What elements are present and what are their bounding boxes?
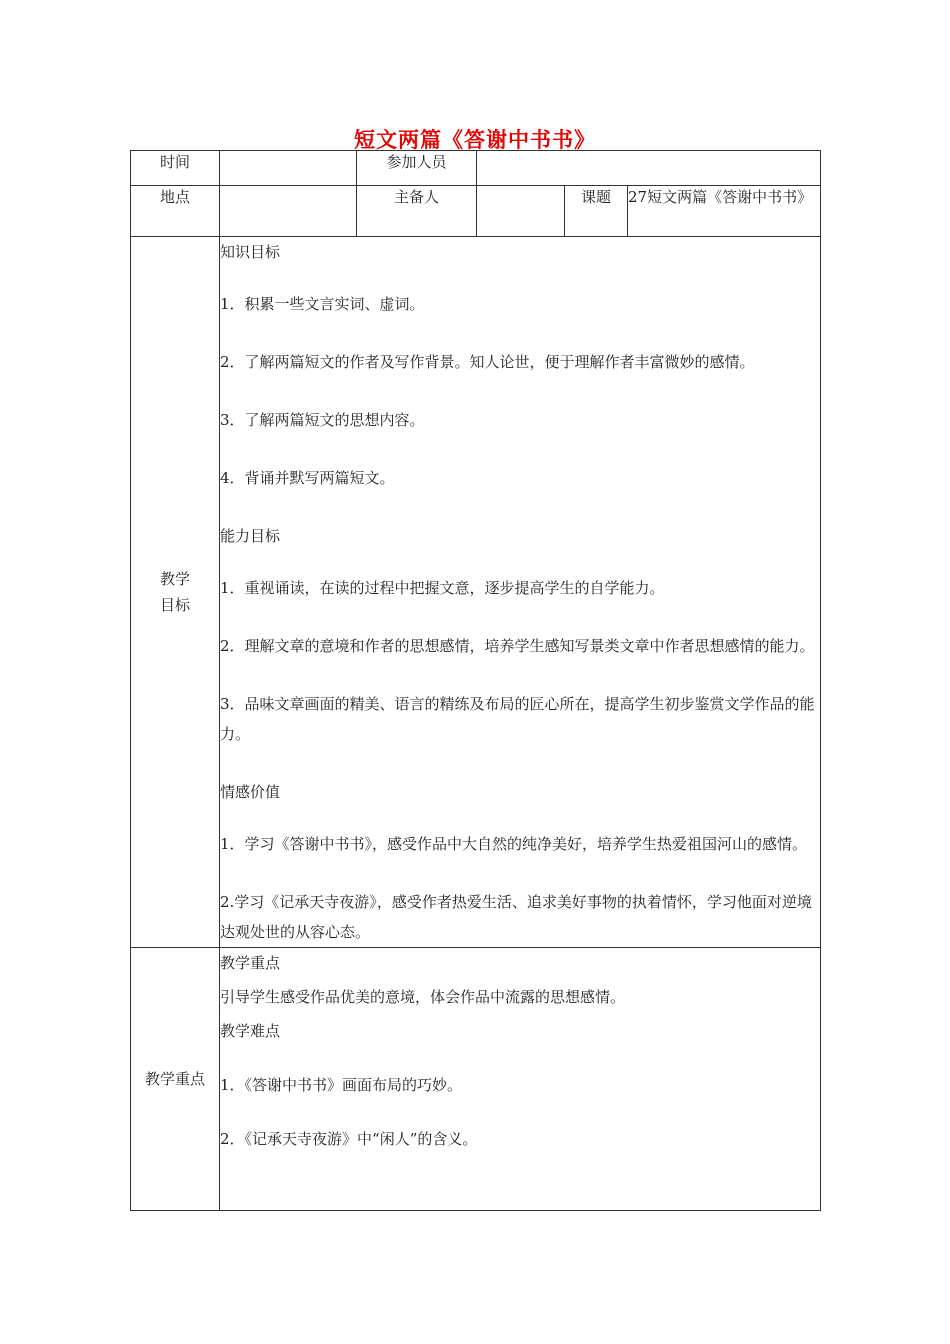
- goals-label-line1: 教学: [159, 570, 190, 588]
- ability-item: 1．重视诵读，在读的过程中把握文意，逐步提高学生的自学能力。: [220, 579, 665, 597]
- ability-item: 2．理解文章的意境和作者的思想感情，培养学生感知写景类文章中作者思想感情的能力。: [220, 637, 815, 655]
- focus-heading: 教学重点: [220, 954, 281, 972]
- focus-text: 引导学生感受作品优美的意境，体会作品中流露的思想感情。: [220, 988, 626, 1006]
- emotion-item: 1．学习《答谢中书书》，感受作品中大自然的纯净美好，培养学生热爱祖国河山的感情。: [220, 835, 808, 853]
- emotion-heading: 情感价值: [220, 783, 281, 801]
- keypoints-row: [131, 948, 821, 1211]
- topic-label: 课题: [565, 186, 628, 237]
- topic-value: 27短文两篇《答谢中书书》: [628, 186, 821, 237]
- time-value: [220, 151, 357, 186]
- preparer-label: 主备人: [357, 186, 477, 237]
- header-row-time: [131, 151, 821, 186]
- participants-value: [477, 151, 821, 186]
- goals-label: [131, 237, 220, 948]
- knowledge-item: 4．背诵并默写两篇短文。: [220, 469, 395, 487]
- goals-row: [131, 237, 821, 948]
- knowledge-item: 1．积累一些文言实词、虚词。: [220, 295, 425, 313]
- participants-label: 参加人员: [357, 151, 477, 186]
- place-label: 地点: [131, 186, 220, 237]
- keypoints-content: [220, 948, 821, 1211]
- emotion-item: 2.学习《记承天寺夜游》，感受作者热爱生活、追求美好事物的执着情怀，学习他面对逆境达观处世的从容心态。: [220, 893, 812, 941]
- ability-heading: 能力目标: [220, 527, 281, 545]
- page-title: 短文两篇《答谢中书书》: [354, 128, 596, 152]
- ability-item: 3．品味文章画面的精美、语言的精练及布局的匠心所在，提高学生初步鉴赏文学作品的能力。: [220, 695, 815, 743]
- difficulty-item: 1．《答谢中书书》画面布局的巧妙。: [220, 1076, 463, 1094]
- knowledge-heading: 知识目标: [220, 243, 281, 261]
- difficulty-item: 2．《记承天寺夜游》中“闲人”的含义。: [220, 1130, 478, 1148]
- difficulty-heading: 教学难点: [220, 1022, 281, 1040]
- keypoints-label: 教学重点: [131, 948, 220, 1211]
- lesson-plan-table: [130, 150, 821, 1211]
- knowledge-item: 2．了解两篇短文的作者及写作背景。知人论世，便于理解作者丰富微妙的感情。: [220, 353, 755, 371]
- goals-content: [220, 237, 821, 948]
- place-value: [220, 186, 357, 237]
- header-row-place: [131, 186, 821, 237]
- time-label: 时间: [131, 151, 220, 186]
- knowledge-item: 3．了解两篇短文的思想内容。: [220, 411, 425, 429]
- preparer-value: [477, 186, 565, 237]
- goals-label-line2: 目标: [159, 596, 190, 614]
